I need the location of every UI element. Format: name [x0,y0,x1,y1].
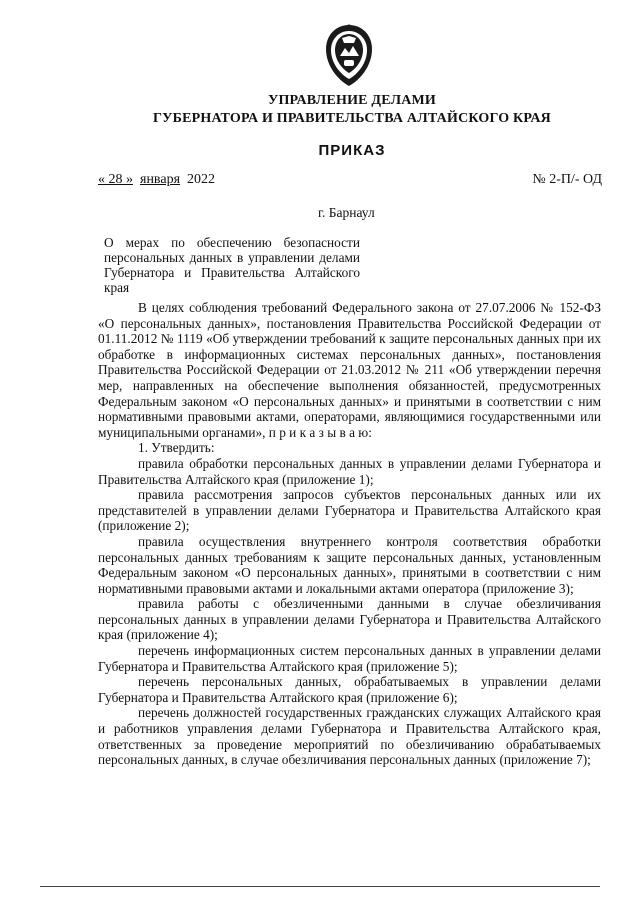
date-close-quote: » [126,172,133,187]
body-paragraph: правила работы с обезличенными данными в случае обезличивания персональных данных в управлении делами Губернатора и Правительства Алтайского края (приложение 4); [98,596,601,643]
body-paragraph: 1. Утвердить: [138,440,215,456]
coat-of-arms-emblem [318,22,380,90]
document-number: № 2-П/- ОД [532,172,602,187]
body-paragraph: перечень информационных систем персональных данных в управлении делами Губернатора и Правительства Алтайского края (приложение 5); [98,643,601,674]
date-day: 28 [108,172,123,187]
date-month: января [140,172,181,187]
page-bottom-divider [40,886,600,887]
organization-name-line2: ГУБЕРНАТОРА И ПРАВИТЕЛЬСТВА АЛТАЙСКОГО КРАЯ [153,111,551,126]
body-paragraph: правила осуществления внутреннего контроля соответствия обработки персональных данных требованиям к защите персональных данных, установленным Федеральным законом «О персональных данных», принятыми в соответствии с ним нормативными правовыми актами и локальными актами оператора (приложение 3); [98,533,601,596]
organization-name-line1: УПРАВЛЕНИЕ ДЕЛАМИ [267,93,437,108]
body-paragraph: перечень персональных данных, обрабатываемых в управлении делами Губернатора и Правительства Алтайского края (приложение 6); [98,674,601,705]
date-open-quote: « [98,172,105,187]
body-paragraph: правила обработки персональных данных в управлении делами Губернатора и Правительства Алтайского края (приложение 1); [98,455,601,487]
document-body [98,300,601,768]
body-paragraph: перечень должностей государственных гражданских служащих Алтайского края и работников управления делами Губернатора и Правительства Алтайского края, ответственных за проведение мероприятий по обезличиванию обрабатываемых персональных данных, в случае обезличивания персональных данных (приложение 7); [98,705,601,768]
body-paragraph: правила рассмотрения запросов субъектов персональных данных или их представителей в управлении делами Губернатора и Правительства Алтайского края (приложение 2); [98,487,601,534]
document-date [98,172,215,188]
document-type-title: ПРИКАЗ [318,142,386,159]
body-paragraph: В целях соблюдения требований Федерального закона от 27.07.2006 № 152-ФЗ «О персональных данных», постановления Правительства Российской Федерации от 01.11.2012 № 1119 «Об утверждении требований к защите персональных данных при их обработке в информационных системах персональных данных», постановления Правительства Российской Федерации от 21.03.2012 № 211 «Об утверждении перечня мер, направленных на обеспечение выполнения обязанностей, предусмотренных Федеральным законом «О персональных данных» и принятыми в соответствии с ним нормативными правовыми актами, операторами, являющимися государственными или муниципальными органами», п р и к а з ы в а ю: [98,300,601,440]
date-year: 2022 [187,172,216,187]
document-city: г. Барнаул [318,205,375,220]
document-subject: О мерах по обеспечению безопасности персональных данных в управлении делами Губернатора и Правительства Алтайского края [104,235,360,295]
